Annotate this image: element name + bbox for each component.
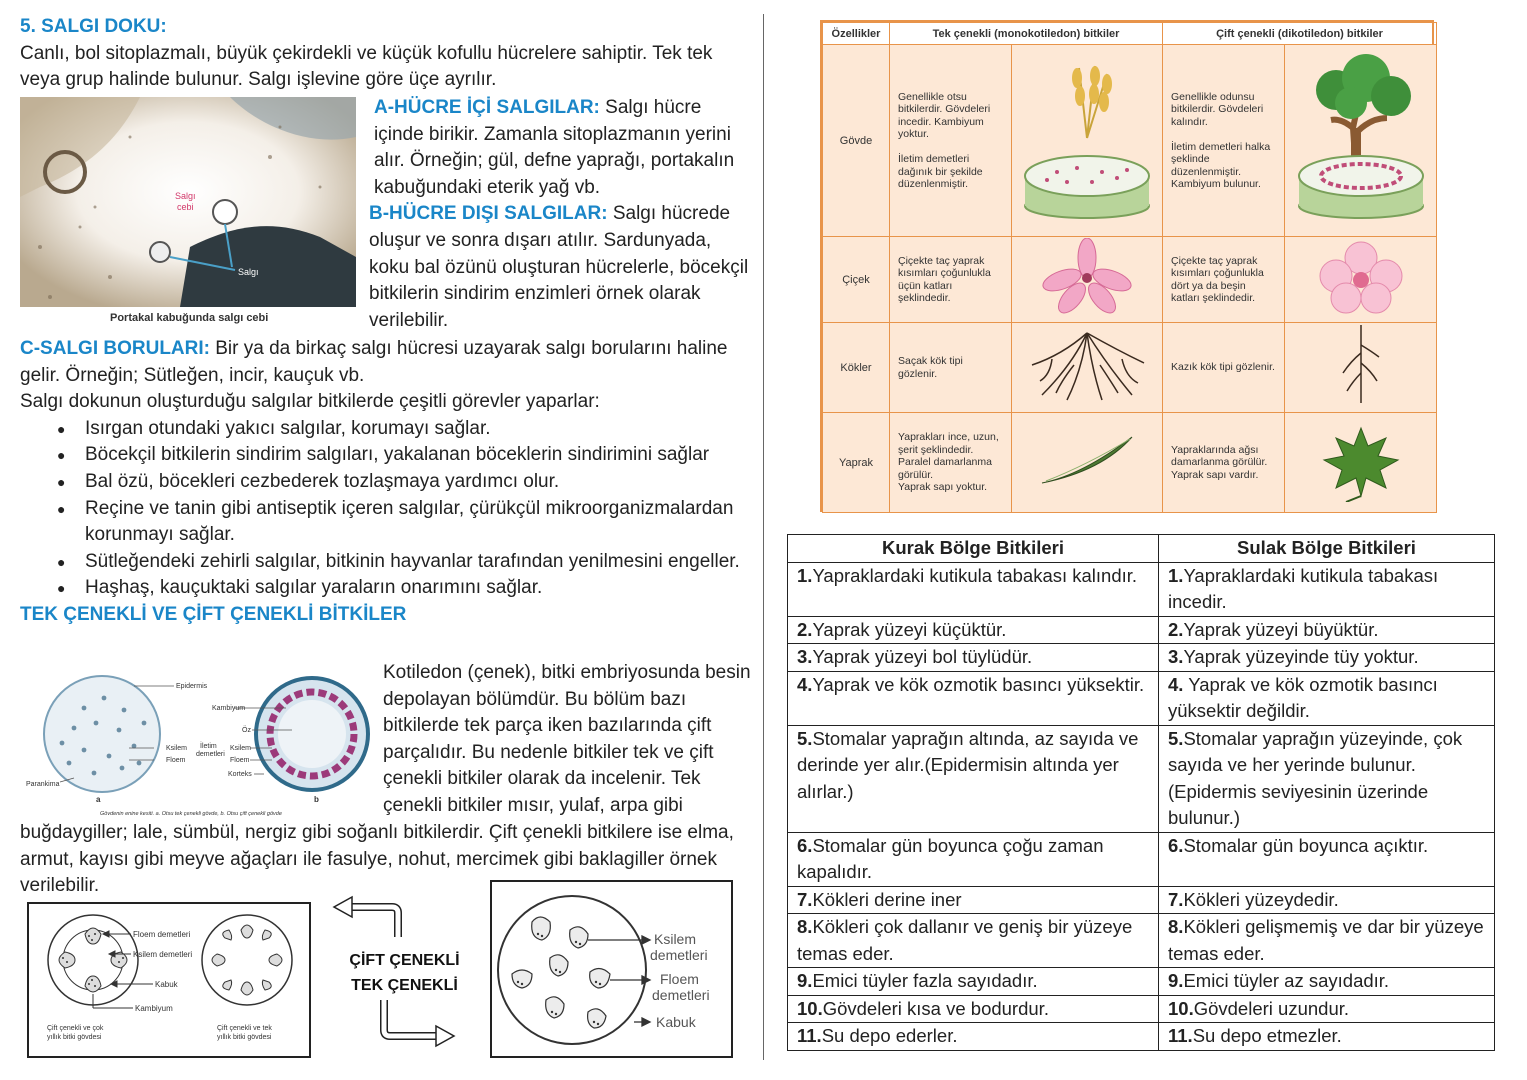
table-row (788, 671, 1495, 725)
left-column (20, 14, 755, 94)
mono-leaf-image (1012, 413, 1163, 513)
mono-root-image (1012, 323, 1163, 413)
item-number: 8. (1168, 916, 1184, 937)
item-number: 1. (797, 564, 813, 586)
photo-caption: Portakal kabuğunda salgı cebi (110, 312, 269, 324)
orange-peel-photo-illustration (20, 97, 356, 307)
table-cell (788, 671, 1159, 725)
feat-header-mono: Tek çenekli (monokotiledon) bitkiler (890, 23, 1163, 45)
item-number: 2. (797, 618, 813, 640)
item-text: Yaprak yüzeyi büyüktür. (1183, 618, 1379, 640)
table-cell (788, 644, 1159, 672)
table-row (788, 914, 1495, 968)
item-number: 11. (1168, 1025, 1193, 1046)
item-text: Emici tüyler az sayıdadır. (1183, 970, 1390, 991)
intro-text: Canlı, bol sitoplazmalı, büyük çekirdekli ve küçük kofullu hücrelere sahiptir. Tek tek veya grup halinde bulunur. Salgı işlevine göre üçe ayrılır. (20, 42, 713, 91)
stem-label-oz: Öz (242, 727, 251, 734)
item-text: Stomalar yaprağın altında, az sayıda ve derinde yer alır.(Epidermisin altında yer alırlar.) (797, 727, 1139, 802)
dicot-stem-illustration (29, 904, 309, 1056)
item-text: Yaprak ve kök ozmotik basıncı yüksektir. (812, 673, 1145, 695)
item-number: 10. (1168, 997, 1194, 1019)
cotyledon-text-continued: buğdaygiller; lale, sümbül, nergiz gibi soğanlı bitkilerdir. Çift çenekli bitkilere ise elma, armut, kayısı gibi meyve ağaçları ile fasulye, nohut, mercimek gibi baklagiller örnek verilebilir. (20, 822, 734, 897)
table-cell (788, 968, 1159, 996)
item-text: Yapraklardaki kutikula tabakası kalındır. (812, 564, 1138, 586)
mono-dicot-heading: TEK ÇENEKLİ VE ÇİFT ÇENEKLİ BİTKİLER (20, 603, 407, 625)
stem-label-b: b (314, 795, 319, 804)
dicot-root-image (1285, 323, 1437, 413)
item-number: 10. (797, 997, 823, 1019)
dicot-caption-left-1: Çift çenekli ve çok (47, 1025, 104, 1032)
dicot-label-ksilem: Ksilem demetleri (133, 950, 193, 959)
table-row (788, 886, 1495, 914)
mono-leaf-desc: Yaprakları ince, uzun, şerit şeklindedir. Paralel damarlanma görülür. Yaprak sapı yoktur. (890, 413, 1012, 513)
item-text: Yaprak yüzeyi bol tüylüdür. (812, 646, 1033, 667)
dicot-caption-right-1: Çift çenekli ve tek (217, 1025, 272, 1032)
item-text: Su depo etmezler. (1192, 1025, 1342, 1046)
section-c (20, 336, 755, 389)
section-c-text: Bir ya da birkaç salgı hücresi uzayarak salgı borularını haline gelir. Örneğin; Sütleğen, incir, kauçuk vb. (20, 338, 728, 386)
table-row (788, 535, 1495, 563)
item-text: Stomalar yaprağın yüzeyinde, çok sayıda ve her yerinde bulunur. (Epidermis seviyesinin üzerinde bulunur.) (1168, 727, 1463, 828)
functions-list (57, 416, 755, 602)
dicot-flower-image (1285, 237, 1437, 323)
mono-flower-image (1012, 237, 1163, 323)
item-text: Kökleri yüzeydedir. (1183, 888, 1339, 910)
table-row (788, 832, 1495, 886)
dicot-leaf-image (1285, 413, 1437, 513)
cotyledon-text: Kotiledon (çenek), bitki embriyosunda besin depolayan bölümdür. Bu bölüm bazı bitkilerde tek parça iken bazılarında çift parçalıdır. Bu nedenle bitkiler tek ve çift çenekli bitkiler olarak da incelenir. Tek çenekli bitkiler mısır, yulaf, arpa gibi (383, 662, 751, 816)
item-number: 7. (1168, 888, 1184, 910)
label-dicot: ÇİFT ÇENEKLİ (349, 952, 460, 969)
dicot-stem-image (1285, 45, 1437, 237)
feat-header-dicot: Çift çenekli (dikotiledon) bitkiler (1163, 23, 1437, 45)
table-row (788, 562, 1495, 616)
photo-label-secretion: Salgı (238, 267, 259, 277)
functions-intro: Salgı dokunun oluşturduğu salgılar bitkilerde çeşitli görevler yaparlar: (20, 391, 600, 413)
monocot-stem-diagram (490, 880, 733, 1058)
table-row (823, 23, 1437, 45)
item-text: Gövdeleri kısa ve bodurdur. (822, 997, 1049, 1019)
item-text: Kökleri çok dallanır ve geniş bir yüzeye temas eder. (797, 916, 1133, 964)
photo-label-pocket: Salgı (175, 191, 196, 201)
lily-icon (1042, 238, 1132, 316)
section-b-heading: B-HÜCRE DIŞI SALGILAR: (369, 203, 608, 225)
stem-cross-section-figure (24, 668, 376, 820)
mono-label-ksilem: Ksilem (654, 931, 697, 947)
table-cell (788, 914, 1159, 968)
cmp-header-wet: Sulak Bölge Bitkileri (1159, 535, 1495, 563)
tree-icon (1291, 48, 1431, 228)
table-row (788, 644, 1495, 672)
section-c-heading: C-SALGI BORULARI: (20, 338, 210, 359)
row-label-flower: Çiçek (823, 237, 890, 323)
table-cell (1159, 832, 1495, 886)
photo-label-pocket-2: cebi (177, 202, 194, 212)
monocot-stem-illustration (492, 882, 731, 1056)
item-text: Kökleri gelişmemiş ve dar bir yüzeye temas eder. (1168, 916, 1484, 964)
stem-label-korteks: Korteks (228, 771, 252, 778)
middle-labels (342, 948, 467, 998)
table-row (788, 725, 1495, 832)
table-cell (1159, 1023, 1495, 1051)
item-number: 8. (797, 916, 813, 937)
dicot-caption-right-2: yıllık bitki gövdesi (217, 1034, 272, 1041)
dicot-label-kabuk: Kabuk (155, 980, 178, 989)
table-cell (788, 886, 1159, 914)
item-text: Kökleri derine iner (812, 888, 962, 910)
mono-label-ksilem-2: demetleri (650, 947, 708, 963)
table-cell (788, 832, 1159, 886)
table-cell (1159, 914, 1495, 968)
table-cell (1159, 644, 1495, 672)
dicot-stem-diagram (27, 902, 311, 1058)
mono-label-floem-2: demetleri (652, 987, 710, 1003)
label-monocot: TEK ÇENEKLİ (351, 977, 458, 994)
maple-leaf-icon (1316, 418, 1406, 502)
stem-label-a: a (96, 795, 101, 804)
blossom-icon (1316, 238, 1406, 316)
table-row (788, 1023, 1495, 1051)
table-cell (1159, 562, 1495, 616)
list-item: ● Sütleğendeki zehirli salgılar, bitkinin hayvanlar tarafından yenilmesini engeller. (57, 549, 755, 576)
item-number: 9. (797, 970, 813, 991)
stem-label-iletim: İletim (200, 743, 217, 750)
list-item: ● Böcekçil bitkilerin sindirim salgıları, yakalanan böceklerin sindirimini sağlar (57, 442, 755, 469)
stem-cross-section-illustration (24, 668, 376, 820)
mono-stem-image (1012, 45, 1163, 237)
wheat-icon (1017, 48, 1157, 228)
item-number: 9. (1168, 970, 1184, 991)
stem-label-demetleri: demetleri (196, 751, 225, 758)
item-number: 6. (1168, 834, 1184, 856)
table-row (788, 616, 1495, 644)
table-cell (788, 725, 1159, 832)
column-divider (763, 14, 764, 1060)
table-row (823, 323, 1437, 413)
dicot-flower-desc: Çiçekte taç yaprak kısımları çoğunlukla dört ya da beşin katları şeklindedir. (1163, 237, 1285, 323)
cmp-header-dry: Kurak Bölge Bitkileri (788, 535, 1159, 563)
table-row (788, 968, 1495, 996)
item-number: 1. (1168, 564, 1184, 586)
table-cell (788, 995, 1159, 1023)
list-item: ● Reçine ve tanin gibi antiseptik içeren salgılar, çürükçül mikroorganizmalardan korunmayı sağlar. (57, 496, 755, 549)
stem-label-ksilem: Ksilem (166, 745, 188, 752)
table-row (823, 237, 1437, 323)
item-text: Yaprak yüzeyi küçüktür. (812, 618, 1007, 640)
section-a (369, 95, 749, 201)
secretion-functions (20, 336, 755, 629)
mono-label-floem: Floem (660, 971, 699, 987)
item-text: Gövdeleri uzundur. (1193, 997, 1350, 1019)
stem-label-parankima: Parankima (26, 781, 60, 788)
section-b-text: Salgı hücrede oluşur ve sonra dışarı atılır. Sardunyada, koku bal özünü oluşturan hücrelerle, böcekçil bitkilerin sindirim enzimleri örnek olarak verilebilir. (369, 203, 749, 331)
mono-root-desc: Saçak kök tipi gözlenir. (890, 323, 1012, 413)
table-row (823, 413, 1437, 513)
item-text: Yaprak yüzeyinde tüy yoktur. (1183, 646, 1419, 667)
item-text: Stomalar gün boyunca çoğu zaman kapalıdır. (797, 834, 1104, 882)
stem-label-ksilem2: Ksilem (230, 745, 252, 752)
stem-label-kambiyum: Kambiyum (212, 705, 246, 712)
fibrous-root-icon (1022, 325, 1152, 405)
secretion-types (369, 95, 749, 334)
item-number: 3. (1168, 646, 1184, 667)
taproot-icon (1321, 323, 1401, 407)
item-text: Su depo ederler. (821, 1025, 958, 1046)
comparison-body (788, 562, 1495, 1050)
table-cell (1159, 886, 1495, 914)
table-cell (1159, 995, 1495, 1023)
features-table (820, 20, 1434, 512)
table-cell (1159, 725, 1495, 832)
stem-caption: Gövdenin enine kesiti. a. Otsu tek çenekli gövde, b. Otsu çift çenekli gövde (100, 811, 282, 817)
table-cell (788, 1023, 1159, 1051)
dicot-label-kambiyum: Kambiyum (135, 1004, 173, 1013)
dicot-leaf-desc: Yapraklarında ağsı damarlanma görülür. Yaprak sapı vardır. (1163, 413, 1285, 513)
section-title: 5. SALGI DOKU: (20, 16, 167, 37)
table-row (823, 45, 1437, 237)
dicot-stem-desc: Genellikle odunsu bitkilerdir. Gövdeleri kalındır. İletim demetleri halka şeklinde düzenlenmiştir. Kambiyum bulunur. (1163, 45, 1285, 237)
item-number: 5. (1168, 727, 1184, 749)
item-text: Yaprak ve kök ozmotik basıncı yüksektir değildir. (1168, 673, 1438, 721)
stem-label-floem: Floem (166, 757, 186, 764)
item-number: 7. (797, 888, 813, 910)
item-number: 2. (1168, 618, 1184, 640)
section-a-heading: A-HÜCRE İÇİ SALGILAR: (374, 97, 600, 118)
row-label-stem: Gövde (823, 45, 890, 237)
mono-label-kabuk: Kabuk (656, 1014, 696, 1030)
stem-label-floem2: Floem (230, 757, 250, 764)
list-item: ● Isırgan otundaki yakıcı salgılar, korumayı sağlar. (57, 416, 755, 443)
row-label-leaf: Yaprak (823, 413, 890, 513)
monocot-leaf-icon (1032, 425, 1142, 495)
table-cell (788, 616, 1159, 644)
comparison-table (787, 534, 1495, 1051)
mono-flower-desc: Çiçekte taç yaprak kısımları çoğunlukla üçün katları şeklindedir. (890, 237, 1012, 323)
table-cell (1159, 968, 1495, 996)
dicot-label-floem: Floem demetleri (133, 930, 191, 939)
section-a-text: Salgı hücre içinde birikir. Zamanla sitoplazmanın yerini alır. Örneğin; gül, defne yaprağı, portakalın kabuğundaki eterik yağ vb. (374, 97, 735, 198)
item-number: 11. (797, 1025, 822, 1046)
dicot-caption-left-2: yıllık bitki gövdesi (47, 1034, 102, 1041)
item-number: 6. (797, 834, 813, 856)
item-text: Stomalar gün boyunca açıktır. (1183, 834, 1429, 856)
orange-peel-photo (20, 97, 356, 307)
table-cell (1159, 616, 1495, 644)
features-grid (822, 22, 1437, 513)
table-row (788, 995, 1495, 1023)
list-item: ● Haşhaş, kauçuktaki salgılar yaraların onarımını sağlar. (57, 575, 755, 602)
section-b (369, 201, 749, 334)
item-number: 4. (1168, 673, 1184, 695)
stem-label-epidermis: Epidermis (176, 683, 208, 690)
table-cell (788, 562, 1159, 616)
row-label-roots: Kökler (823, 323, 890, 413)
mono-stem-desc: Genellikle otsu bitkilerdir. Gövdeleri incedir. Kambiyum yoktur. İletim demetleri dağınık bir şekilde düzenlenmiştir. (890, 45, 1012, 237)
list-item: ● Bal özü, böcekleri cezbederek tozlaşmaya yardımcı olur. (57, 469, 755, 496)
item-number: 3. (797, 646, 813, 667)
item-text: Emici tüyler fazla sayıdadır. (812, 970, 1038, 991)
item-number: 5. (797, 727, 813, 749)
item-number: 4. (797, 673, 813, 695)
dicot-root-desc: Kazık kök tipi gözlenir. (1163, 323, 1285, 413)
feat-header-features: Özellikler (823, 23, 890, 45)
table-cell (1159, 671, 1495, 725)
item-text: Yapraklardaki kutikula tabakası incedir. (1168, 564, 1439, 612)
